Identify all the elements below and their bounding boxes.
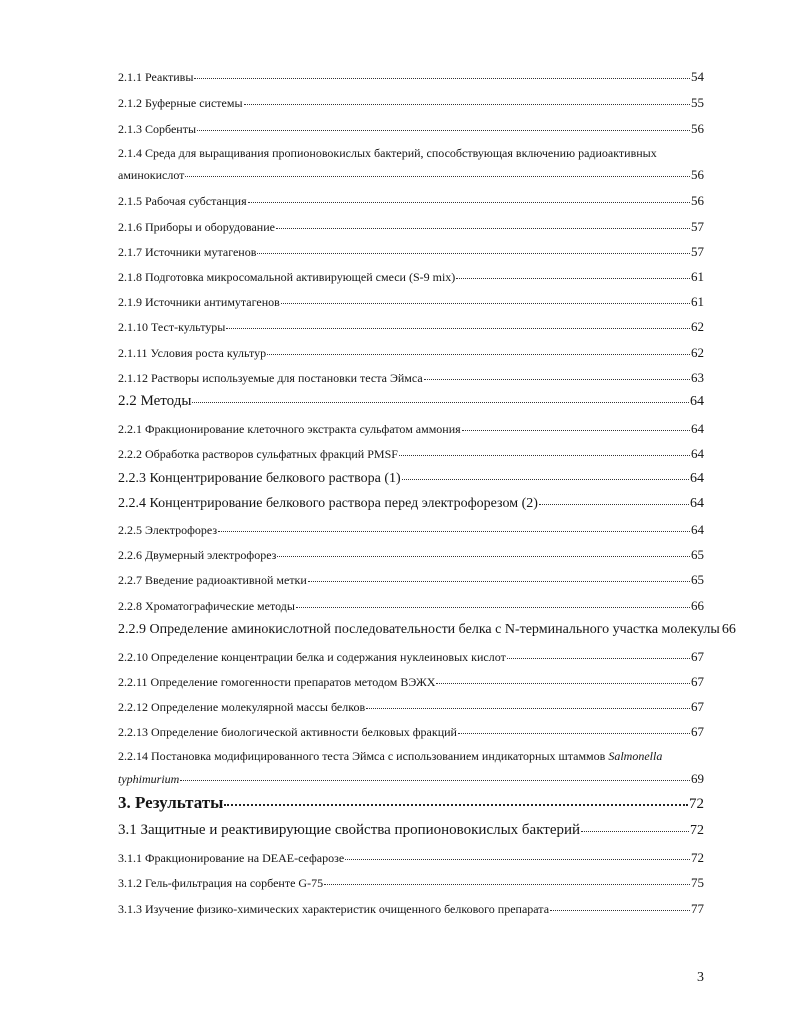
toc-entry — [118, 447, 704, 461]
dot-leader — [276, 228, 690, 229]
dot-leader — [218, 531, 690, 532]
toc-entry-page: 67 — [691, 724, 704, 739]
toc-entry-page: 64 — [691, 421, 704, 436]
page-number: 3 — [697, 970, 704, 985]
dot-leader — [281, 303, 690, 304]
toc-entry — [118, 548, 704, 562]
toc-entry-page: 64 — [690, 471, 704, 486]
toc-entry-title: 2.1.6 Приборы и оборудование — [118, 220, 275, 234]
toc-entry-page: 62 — [691, 319, 704, 334]
toc-entry — [118, 422, 704, 436]
toc-entry — [118, 523, 704, 537]
toc-entry — [118, 96, 704, 110]
toc-entry-title: 2.2.4 Концентрирование белкового раствора перед электрофорезом (2) — [118, 496, 538, 511]
dot-leader — [224, 804, 688, 806]
toc-entry-page: 57 — [691, 219, 704, 234]
toc-entry-title-line2: typhimurium — [118, 772, 180, 786]
toc-entry-page: 77 — [691, 901, 704, 916]
dot-leader — [402, 479, 689, 480]
dot-leader — [194, 78, 690, 79]
dot-leader — [226, 328, 690, 329]
toc-entry — [118, 599, 704, 613]
toc-entry-title: 2.2.6 Двумерный электрофорез — [118, 548, 277, 562]
toc-entry-page: 57 — [691, 244, 704, 259]
toc-entry — [118, 168, 704, 182]
dot-leader — [424, 379, 690, 380]
toc-entry — [118, 472, 704, 486]
toc-entry-title: 2.1.3 Сорбенты — [118, 122, 197, 136]
toc-entry — [118, 70, 704, 84]
dot-leader — [244, 104, 690, 105]
toc-entry-page: 56 — [691, 193, 704, 208]
dot-leader — [550, 910, 690, 911]
toc-entry-title: 3.1.1 Фракционирование на DEAE-сефарозе — [118, 851, 345, 865]
dot-leader — [458, 733, 690, 734]
toc-entry-page: 72 — [690, 823, 704, 838]
toc-entry-page: 64 — [690, 496, 704, 511]
dot-leader — [192, 402, 689, 403]
toc-entry-title: 3. Результаты — [118, 793, 224, 812]
dot-leader — [345, 859, 690, 860]
dot-leader — [436, 683, 690, 684]
toc-entry-page: 72 — [691, 850, 704, 865]
toc-entry-title: 2.1.2 Буферные системы — [118, 96, 243, 110]
toc-entry-page: 67 — [691, 649, 704, 664]
toc-entry-page: 65 — [691, 572, 704, 587]
toc-entry-page: 55 — [691, 95, 704, 110]
dot-leader — [180, 780, 690, 781]
toc-entry-page: 72 — [689, 796, 704, 812]
toc-entry-page: 62 — [691, 345, 704, 360]
toc-entry-title: 2.2.10 Определение концентрации белка и содержания нуклеиновых кислот — [118, 650, 506, 664]
toc-entry — [118, 270, 704, 284]
toc-entry — [118, 622, 736, 637]
toc-entry-title: 2.2.8 Хроматографические методы — [118, 599, 295, 613]
toc-entry-title: 2.1.5 Рабочая субстанция — [118, 194, 247, 208]
toc-entry-title: 2.1.1 Реактивы — [118, 70, 194, 84]
dot-leader — [248, 202, 690, 203]
toc-entry-page: 64 — [691, 446, 704, 461]
toc-entry-title: 2.2.2 Обработка растворов сульфатных фракций PMSF — [118, 447, 398, 461]
toc-entry-page: 64 — [690, 394, 704, 409]
toc-entry — [118, 772, 704, 786]
toc-entry-page: 54 — [691, 69, 704, 84]
toc-entry-title: 2.1.10 Тест-культуры — [118, 320, 226, 334]
toc-entry-title-line2: аминокислот — [118, 168, 185, 182]
toc-entry-title-line1: 2.2.14 Постановка модифицированного теста Эймса с использованием индикаторных штаммов Salmonella — [118, 749, 663, 763]
dot-leader — [456, 278, 690, 279]
toc-entry — [118, 650, 704, 664]
dot-leader — [296, 607, 690, 608]
toc-entry — [118, 902, 704, 916]
toc-entry-title: 2.1.9 Источники антимутагенов — [118, 295, 280, 309]
toc-entry-page: 66 — [721, 622, 736, 637]
toc-entry-title: 3.1.2 Гель-фильтрация на сорбенте G-75 — [118, 876, 324, 890]
toc-entry-title: 2.2.9 Определение аминокислотной последовательности белка с N-терминального участка молекулы — [118, 622, 720, 637]
toc-entry-page: 66 — [691, 598, 704, 613]
toc-entry — [118, 725, 704, 739]
dot-leader — [197, 130, 690, 131]
toc-entry-title: 3.1.3 Изучение физико-химических характеристик очищенного белкового препарата — [118, 902, 550, 916]
toc-entry-page: 67 — [691, 699, 704, 714]
toc-entry-title: 2.2.5 Электрофорез — [118, 523, 218, 537]
toc-entry-title: 2.1.8 Подготовка микросомальной активирующей смеси (S-9 mix) — [118, 270, 456, 284]
toc-section-heading — [118, 394, 704, 409]
toc-entry-title: 2.2.1 Фракционирование клеточного экстракта сульфатом аммония — [118, 422, 461, 436]
toc-entry-page: 64 — [691, 522, 704, 537]
toc-entry — [118, 346, 704, 360]
toc-entry-title: 2.2.12 Определение молекулярной массы белков — [118, 700, 366, 714]
toc-entry-page: 65 — [691, 547, 704, 562]
toc-entry-page: 56 — [691, 167, 704, 182]
toc-entry-title: 2.2.11 Определение гомогенности препаратов методом ВЭЖХ — [118, 675, 436, 689]
toc-entry-page: 75 — [691, 875, 704, 890]
dot-leader — [507, 658, 690, 659]
toc-entry-title: 2.1.12 Растворы используемые для постановки теста Эймса — [118, 371, 423, 385]
dot-leader — [257, 253, 690, 254]
toc-entry-page: 63 — [691, 370, 704, 385]
dot-leader — [277, 556, 690, 557]
toc-entry-page: 61 — [691, 269, 704, 284]
toc-entry — [118, 573, 704, 587]
dot-leader — [462, 430, 690, 431]
toc-entry-title: 2.1.7 Источники мутагенов — [118, 245, 257, 259]
toc-entry — [118, 194, 704, 208]
toc-entry-page: 61 — [691, 294, 704, 309]
toc-entry — [118, 320, 704, 334]
toc-entry-title: 3.1 Защитные и реактивирующие свойства пропионовокислых бактерий — [118, 822, 581, 838]
toc-entry-page: 69 — [691, 771, 704, 786]
toc-entry — [118, 245, 704, 259]
toc-entry — [118, 371, 704, 385]
dot-leader — [185, 176, 690, 177]
toc-entry — [118, 295, 704, 309]
toc-entry-title: 2.2.7 Введение радиоактивной метки — [118, 573, 307, 587]
dot-leader — [267, 354, 690, 355]
dot-leader — [324, 884, 690, 885]
toc-entry-page: 56 — [691, 121, 704, 136]
toc-entry — [118, 220, 704, 234]
dot-leader — [581, 831, 689, 832]
toc-entry — [118, 497, 704, 511]
toc-entry — [118, 851, 704, 865]
toc-entry-page: 67 — [691, 674, 704, 689]
toc-entry-title: 2.2.13 Определение биологической активности белковых фракций — [118, 725, 457, 739]
toc-entry — [118, 876, 704, 890]
toc-entry-title: 2.2 Методы — [118, 393, 192, 409]
toc-entry-title: 2.2.3 Концентрирование белкового раствора (1) — [118, 471, 401, 486]
toc-section-heading — [118, 823, 704, 838]
dot-leader — [366, 708, 690, 709]
dot-leader — [539, 504, 689, 505]
dot-leader — [308, 581, 690, 582]
toc-entry-title-line1: 2.1.4 Среда для выращивания пропионовокислых бактерий, способствующая включению радиоактивных — [118, 146, 657, 160]
toc-chapter-heading — [118, 793, 704, 812]
toc-entry — [118, 122, 704, 136]
toc-entry — [118, 700, 704, 714]
toc-entry — [118, 675, 704, 689]
toc-entry-title: 2.1.11 Условия роста культур — [118, 346, 267, 360]
dot-leader — [399, 455, 690, 456]
